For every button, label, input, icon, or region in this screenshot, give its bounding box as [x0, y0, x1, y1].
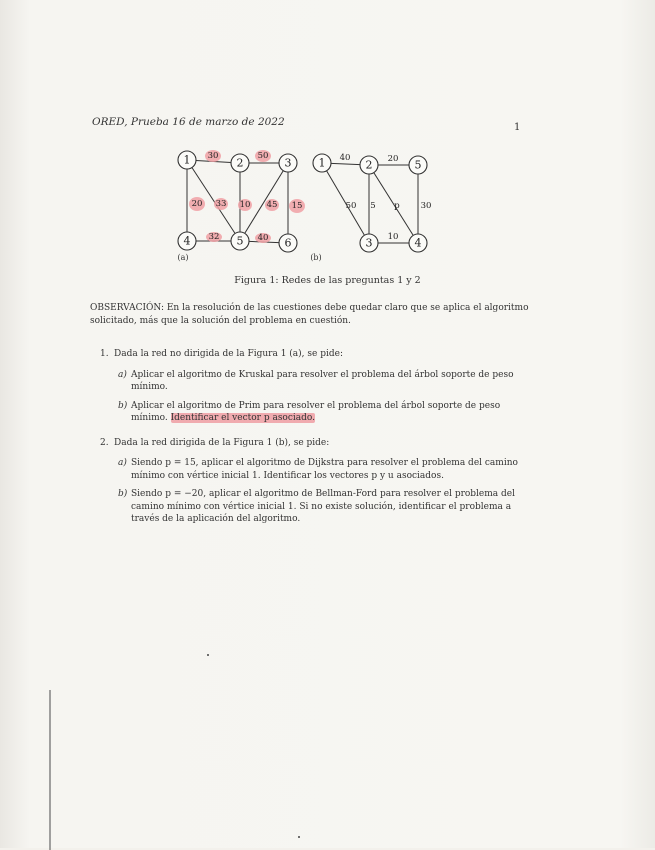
svg-text:5: 5 [414, 158, 422, 172]
node-a-2 [231, 154, 249, 172]
figure-caption: Figura 1: Redes de las preguntas 1 y 2 [234, 275, 421, 286]
weight-a-2-3: 50 [257, 151, 269, 161]
weight-b-2-4: p [394, 201, 400, 211]
weight-b-5-4: 30 [420, 201, 432, 211]
graph-b [310, 153, 431, 262]
question-1 [100, 348, 530, 425]
scan-speck [298, 836, 300, 838]
item-letter: b) [118, 489, 128, 499]
question-2b [118, 488, 530, 526]
question-number: 1. [100, 349, 109, 359]
question-text: Dada la red no dirigida de la Figura 1 (a), se pide: [114, 349, 343, 359]
scan-speck [207, 654, 209, 656]
svg-text:4: 4 [183, 234, 191, 248]
node-b-2 [360, 156, 378, 174]
node-b-1 [313, 154, 331, 172]
observation-note: OBSERVACIÓN: En la resolución de las cuestiones debe quedar claro que se aplica el algoritmo solicitado, más que la solución del problema en cuestión. [90, 303, 529, 326]
question-1a [118, 369, 530, 394]
weight-b-3-4: 10 [387, 232, 399, 242]
svg-text:5: 5 [236, 234, 244, 248]
scan-edge-line [49, 690, 51, 850]
weight-a-5-6: 40 [257, 233, 269, 243]
graph-a [177, 150, 305, 262]
graph-a-sublabel: (a) [177, 253, 189, 262]
question-2a [118, 457, 530, 482]
question-list [100, 348, 530, 538]
weight-b-2-3: 5 [370, 201, 376, 211]
node-a-6 [279, 234, 297, 252]
svg-text:2: 2 [236, 156, 244, 170]
svg-text:6: 6 [284, 236, 292, 250]
question-text: Dada la red dirigida de la Figura 1 (b), se pide: [114, 437, 330, 448]
weight-b-2-5: 20 [387, 154, 399, 164]
svg-text:2: 2 [365, 158, 373, 172]
node-a-5 [231, 232, 249, 250]
question-number: 2. [100, 437, 109, 448]
svg-text:4: 4 [414, 236, 422, 250]
document-header: ORED, Prueba 16 de marzo de 2022 [92, 116, 285, 128]
weight-b-1-2: 40 [339, 153, 351, 163]
weight-a-1-2: 30 [207, 151, 219, 161]
highlighted-text: Identificar el vector p asociado. [170, 413, 316, 423]
weight-a-1-5: 33 [215, 199, 227, 209]
weight-a-2-5: 10 [239, 200, 251, 210]
node-b-4 [409, 234, 427, 252]
svg-text:1: 1 [183, 153, 191, 167]
item-text: Aplicar el algoritmo de Prim para resolver el problema del árbol soporte de peso mínimo. [131, 400, 501, 423]
svg-text:3: 3 [365, 236, 373, 250]
question-2 [100, 437, 530, 526]
svg-text:1: 1 [318, 156, 326, 170]
page-number: 1 [514, 122, 521, 133]
item-letter: b) [118, 400, 128, 411]
weight-a-3-6: 15 [291, 201, 303, 211]
item-text: Aplicar el algoritmo de Kruskal para resolver el problema del árbol soporte de peso mínimo. [131, 369, 514, 392]
weight-a-4-5: 32 [208, 232, 220, 242]
item-letter: a) [118, 458, 127, 468]
node-a-4 [178, 232, 196, 250]
node-a-3 [279, 154, 297, 172]
node-b-5 [409, 156, 427, 174]
question-1b [118, 400, 530, 425]
weight-a-1-4: 20 [191, 199, 203, 209]
weight-a-3-5: 45 [266, 200, 278, 210]
node-b-3 [360, 234, 378, 252]
graph-b-sublabel: (b) [310, 253, 322, 262]
svg-text:3: 3 [284, 156, 292, 170]
item-letter: a) [118, 369, 127, 380]
weight-b-1-3: 50 [345, 201, 357, 211]
node-a-1 [178, 151, 196, 169]
item-text: Siendo p = 15, aplicar el algoritmo de Dijkstra para resolver el problema del camino mínimo con vértice inicial 1. Identificar los vectores p y u asociados. [131, 458, 518, 481]
item-text: Siendo p = −20, aplicar el algoritmo de Bellman-Ford para resolver el problema del camino mínimo con vértice inicial 1. Si no existe solución, identificar el problema a través de la aplicación del algoritmo. [131, 489, 515, 524]
